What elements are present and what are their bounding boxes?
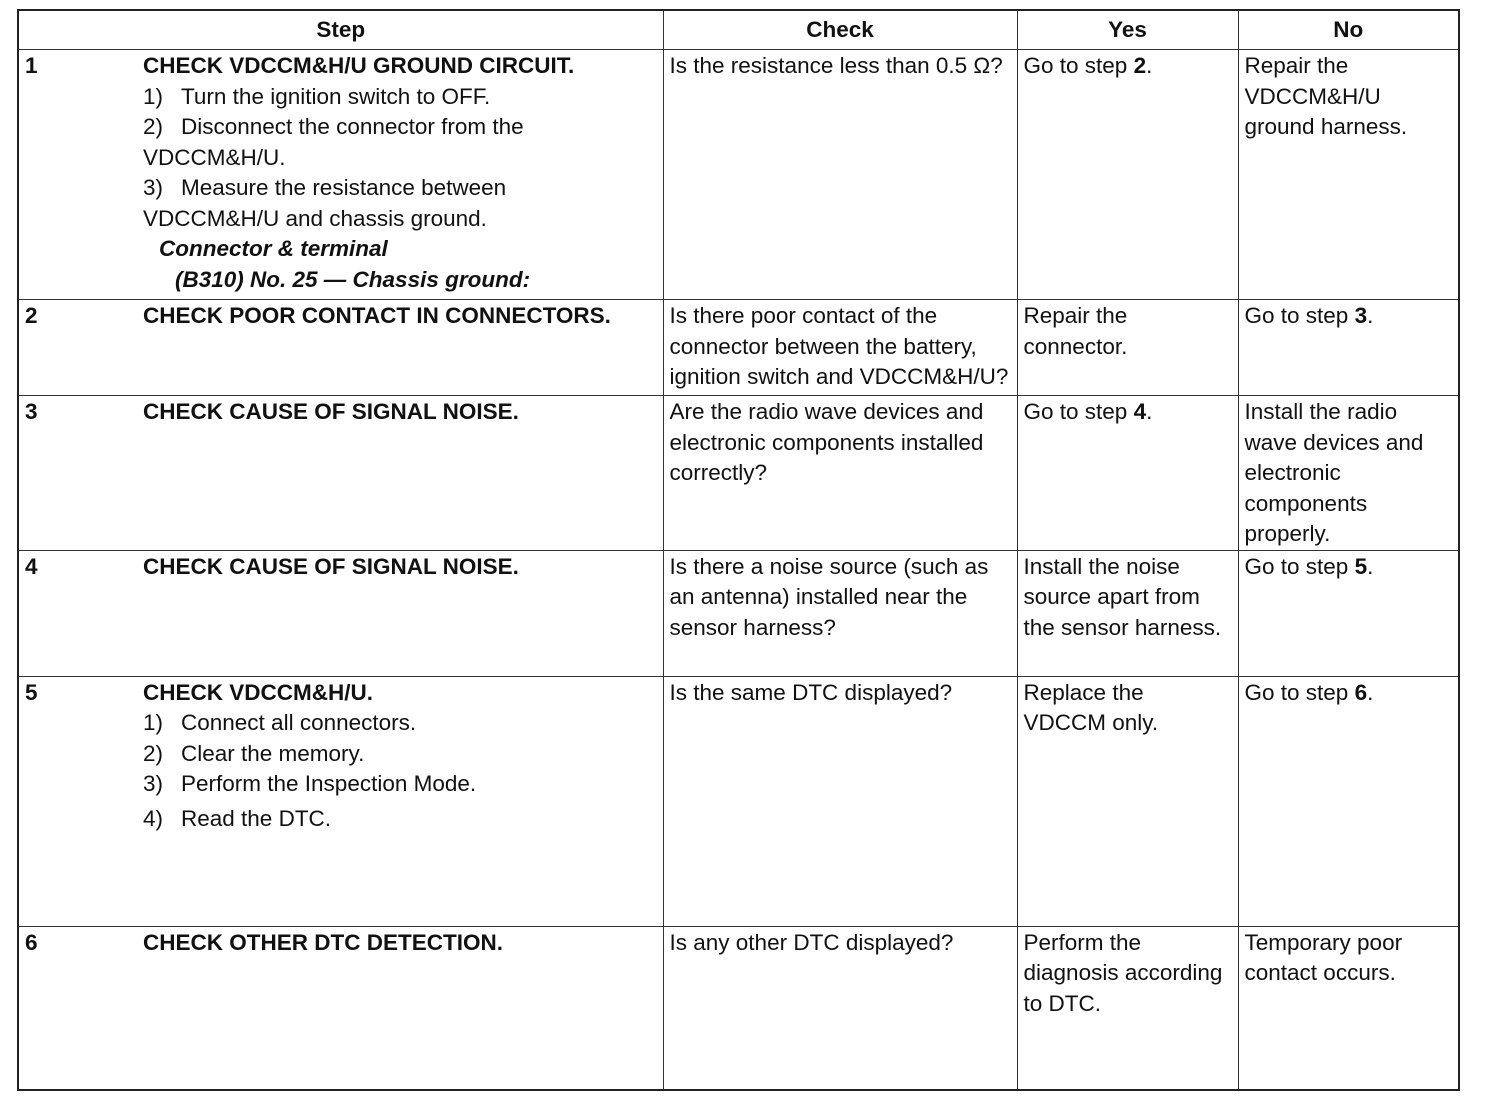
header-yes: Yes [1017, 10, 1238, 50]
step-cell [137, 550, 663, 676]
substep: 3) Measure the resistance between VDCCM&H/U and chassis ground. [143, 175, 507, 231]
header-check: Check [663, 10, 1017, 50]
step-title: CHECK VDCCM&H/U. [143, 679, 373, 705]
table-row [18, 926, 1459, 1090]
table-row [18, 676, 1459, 926]
yes-cell: Perform the diagnosis according to DTC. [1017, 926, 1238, 1090]
check-cell: Is the resistance less than 0.5 Ω? [663, 50, 1017, 300]
header-step: Step [18, 10, 663, 50]
step-number: 3 [18, 396, 137, 551]
no-cell: Go to step 6. [1238, 676, 1459, 926]
connector-value: (B310) No. 25 — Chassis ground: [175, 266, 531, 292]
step-cell [137, 50, 663, 300]
check-cell: Is the same DTC displayed? [663, 676, 1017, 926]
step-cell [137, 396, 663, 551]
no-cell: Go to step 5. [1238, 550, 1459, 676]
table-row [18, 50, 1459, 300]
step-title: CHECK CAUSE OF SIGNAL NOISE. [143, 553, 519, 579]
check-cell: Is any other DTC displayed? [663, 926, 1017, 1090]
step-number: 1 [18, 50, 137, 300]
step-cell [137, 300, 663, 396]
yes-cell: Go to step 2. [1017, 50, 1238, 300]
step-number: 6 [18, 926, 137, 1090]
substep: 2) Clear the memory. [143, 740, 365, 766]
check-cell: Is there a noise source (such as an antenna) installed near the sensor harness? [663, 550, 1017, 676]
step-number: 4 [18, 550, 137, 676]
no-cell: Install the radio wave devices and electronic components properly. [1238, 396, 1459, 551]
step-ref: 3 [1354, 303, 1368, 328]
header-row [18, 10, 1459, 50]
step-number: 5 [18, 676, 137, 926]
step-cell [137, 926, 663, 1090]
step-title: CHECK OTHER DTC DETECTION. [143, 929, 503, 955]
yes-cell: Repair the connector. [1017, 300, 1238, 396]
table-row [18, 550, 1459, 676]
step-cell [137, 676, 663, 926]
diagnostic-table [17, 9, 1460, 1091]
substep: 2) Disconnect the connector from the VDCCM&H/U. [143, 114, 524, 170]
step-ref: 4 [1133, 399, 1147, 424]
step-ref: 5 [1354, 553, 1368, 579]
no-cell: Temporary poor contact occurs. [1238, 926, 1459, 1090]
no-cell: Go to step 3. [1238, 300, 1459, 396]
step-ref: 2 [1133, 53, 1147, 78]
connector-label: Connector & terminal [159, 236, 388, 261]
step-title: CHECK POOR CONTACT IN CONNECTORS. [143, 303, 611, 328]
yes-cell: Install the noise source apart from the sensor harness. [1017, 550, 1238, 676]
header-no: No [1238, 10, 1459, 50]
substep: 4) Read the DTC. [143, 805, 332, 831]
substep: 1) Connect all connectors. [143, 710, 417, 735]
yes-cell: Replace the VDCCM only. [1017, 676, 1238, 926]
step-title: CHECK CAUSE OF SIGNAL NOISE. [143, 399, 519, 424]
step-title: CHECK VDCCM&H/U GROUND CIRCUIT. [143, 53, 575, 78]
step-number: 2 [18, 300, 137, 396]
yes-cell: Go to step 4. [1017, 396, 1238, 551]
no-cell: Repair the VDCCM&H/U ground harness. [1238, 50, 1459, 300]
substep: 3) Perform the Inspection Mode. [143, 771, 477, 796]
check-cell: Are the radio wave devices and electronic components installed correctly? [663, 396, 1017, 551]
step-ref: 6 [1354, 679, 1368, 705]
table-row [18, 396, 1459, 551]
table-row [18, 300, 1459, 396]
check-cell: Is there poor contact of the connector between the battery, ignition switch and VDCCM&H/U? [663, 300, 1017, 396]
substep: 1) Turn the ignition switch to OFF. [143, 83, 491, 109]
